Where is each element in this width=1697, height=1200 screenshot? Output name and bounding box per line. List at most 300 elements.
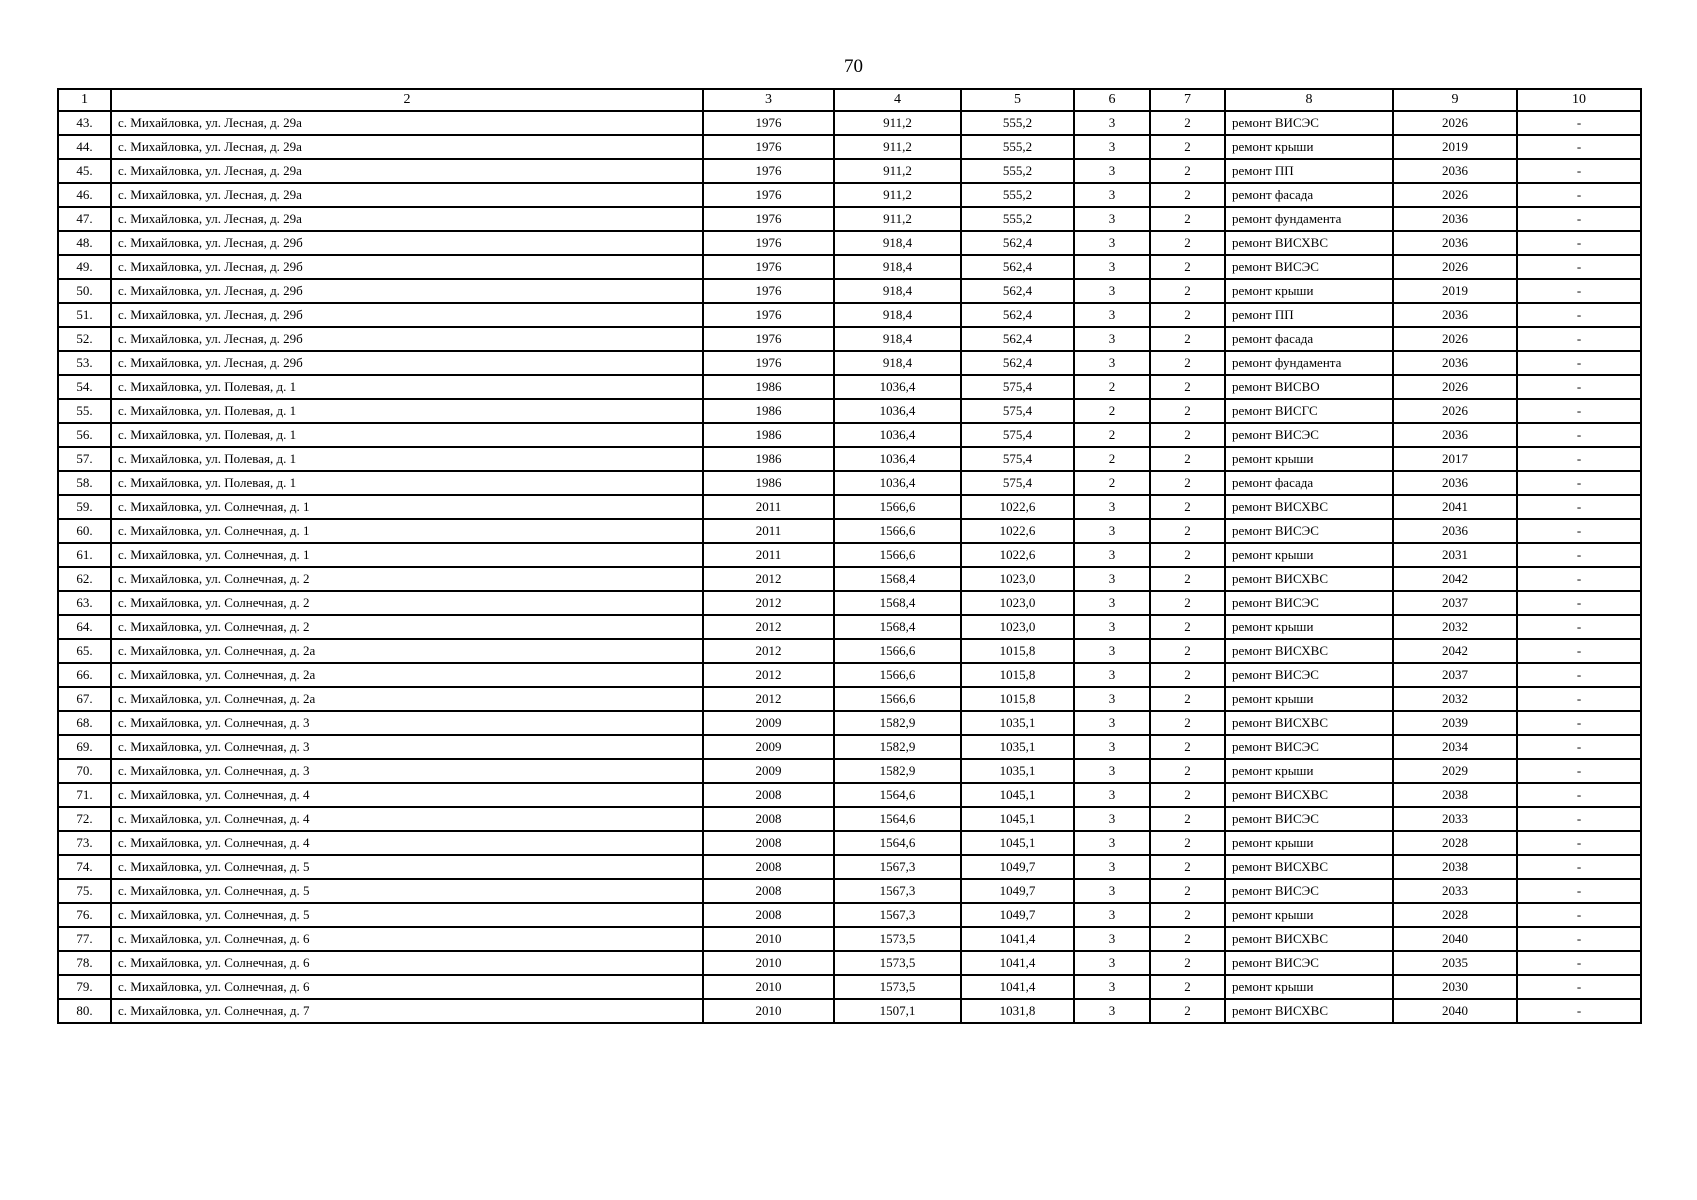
- address-cell: с. Михайловка, ул. Лесная, д. 29а: [111, 135, 703, 159]
- work-type-cell: ремонт ВИСХВС: [1225, 855, 1393, 879]
- total-area-cell: 1568,4: [834, 615, 961, 639]
- table-row: [58, 447, 1641, 471]
- entrances-cell: 2: [1150, 135, 1225, 159]
- floors-cell: 3: [1074, 783, 1150, 807]
- row-number-cell: 68.: [58, 711, 111, 735]
- row-number-cell: 56.: [58, 423, 111, 447]
- living-area-cell: 555,2: [961, 183, 1074, 207]
- work-type-cell: ремонт ВИСЭС: [1225, 807, 1393, 831]
- column-header: 10: [1517, 89, 1641, 111]
- work-type-cell: ремонт крыши: [1225, 831, 1393, 855]
- living-area-cell: 1023,0: [961, 615, 1074, 639]
- entrances-cell: 2: [1150, 807, 1225, 831]
- year-built-cell: 1976: [703, 303, 834, 327]
- floors-cell: 3: [1074, 687, 1150, 711]
- row-number-cell: 57.: [58, 447, 111, 471]
- planned-year-cell: 2036: [1393, 471, 1517, 495]
- living-area-cell: 575,4: [961, 399, 1074, 423]
- entrances-cell: 2: [1150, 183, 1225, 207]
- address-cell: с. Михайловка, ул. Солнечная, д. 4: [111, 831, 703, 855]
- column-header: 9: [1393, 89, 1517, 111]
- entrances-cell: 2: [1150, 495, 1225, 519]
- note-cell: -: [1517, 183, 1641, 207]
- planned-year-cell: 2034: [1393, 735, 1517, 759]
- living-area-cell: 562,4: [961, 231, 1074, 255]
- row-number-cell: 67.: [58, 687, 111, 711]
- row-number-cell: 55.: [58, 399, 111, 423]
- planned-year-cell: 2036: [1393, 423, 1517, 447]
- address-cell: с. Михайловка, ул. Лесная, д. 29б: [111, 279, 703, 303]
- address-cell: с. Михайловка, ул. Солнечная, д. 2: [111, 567, 703, 591]
- year-built-cell: 1986: [703, 375, 834, 399]
- floors-cell: 3: [1074, 903, 1150, 927]
- address-cell: с. Михайловка, ул. Лесная, д. 29а: [111, 111, 703, 135]
- living-area-cell: 562,4: [961, 255, 1074, 279]
- planned-year-cell: 2040: [1393, 927, 1517, 951]
- address-cell: с. Михайловка, ул. Лесная, д. 29б: [111, 327, 703, 351]
- entrances-cell: 2: [1150, 855, 1225, 879]
- living-area-cell: 1023,0: [961, 567, 1074, 591]
- table-row: [58, 615, 1641, 639]
- entrances-cell: 2: [1150, 399, 1225, 423]
- floors-cell: 3: [1074, 327, 1150, 351]
- living-area-cell: 562,4: [961, 351, 1074, 375]
- address-cell: с. Михайловка, ул. Солнечная, д. 6: [111, 927, 703, 951]
- address-cell: с. Михайловка, ул. Полевая, д. 1: [111, 423, 703, 447]
- table-row: [58, 975, 1641, 999]
- floors-cell: 3: [1074, 663, 1150, 687]
- floors-cell: 3: [1074, 927, 1150, 951]
- address-cell: с. Михайловка, ул. Лесная, д. 29б: [111, 255, 703, 279]
- note-cell: -: [1517, 591, 1641, 615]
- row-number-cell: 75.: [58, 879, 111, 903]
- living-area-cell: 1031,8: [961, 999, 1074, 1023]
- row-number-cell: 66.: [58, 663, 111, 687]
- year-built-cell: 2009: [703, 735, 834, 759]
- planned-year-cell: 2030: [1393, 975, 1517, 999]
- row-number-cell: 49.: [58, 255, 111, 279]
- row-number-cell: 65.: [58, 639, 111, 663]
- year-built-cell: 1976: [703, 231, 834, 255]
- entrances-cell: 2: [1150, 111, 1225, 135]
- year-built-cell: 2010: [703, 975, 834, 999]
- work-type-cell: ремонт крыши: [1225, 135, 1393, 159]
- work-type-cell: ремонт фундамента: [1225, 351, 1393, 375]
- year-built-cell: 2012: [703, 663, 834, 687]
- planned-year-cell: 2026: [1393, 111, 1517, 135]
- address-cell: с. Михайловка, ул. Солнечная, д. 3: [111, 759, 703, 783]
- row-number-cell: 78.: [58, 951, 111, 975]
- table-row: [58, 879, 1641, 903]
- table-row: [58, 903, 1641, 927]
- year-built-cell: 1976: [703, 135, 834, 159]
- living-area-cell: 555,2: [961, 207, 1074, 231]
- year-built-cell: 1976: [703, 351, 834, 375]
- address-cell: с. Михайловка, ул. Лесная, д. 29а: [111, 183, 703, 207]
- total-area-cell: 1566,6: [834, 687, 961, 711]
- entrances-cell: 2: [1150, 591, 1225, 615]
- work-type-cell: ремонт крыши: [1225, 975, 1393, 999]
- entrances-cell: 2: [1150, 207, 1225, 231]
- entrances-cell: 2: [1150, 231, 1225, 255]
- note-cell: -: [1517, 831, 1641, 855]
- total-area-cell: 1036,4: [834, 399, 961, 423]
- year-built-cell: 2012: [703, 615, 834, 639]
- address-cell: с. Михайловка, ул. Лесная, д. 29б: [111, 351, 703, 375]
- column-header: 7: [1150, 89, 1225, 111]
- floors-cell: 3: [1074, 519, 1150, 543]
- page-number: 70: [844, 56, 863, 77]
- address-cell: с. Михайловка, ул. Полевая, д. 1: [111, 447, 703, 471]
- table-row: [58, 495, 1641, 519]
- note-cell: -: [1517, 759, 1641, 783]
- planned-year-cell: 2038: [1393, 855, 1517, 879]
- work-type-cell: ремонт ПП: [1225, 159, 1393, 183]
- work-type-cell: ремонт ВИСЭС: [1225, 951, 1393, 975]
- year-built-cell: 2009: [703, 759, 834, 783]
- planned-year-cell: 2033: [1393, 879, 1517, 903]
- living-area-cell: 1041,4: [961, 951, 1074, 975]
- address-cell: с. Михайловка, ул. Лесная, д. 29б: [111, 231, 703, 255]
- entrances-cell: 2: [1150, 663, 1225, 687]
- address-cell: с. Михайловка, ул. Лесная, д. 29а: [111, 159, 703, 183]
- year-built-cell: 2010: [703, 951, 834, 975]
- note-cell: -: [1517, 999, 1641, 1023]
- address-cell: с. Михайловка, ул. Солнечная, д. 4: [111, 783, 703, 807]
- table-row: [58, 783, 1641, 807]
- planned-year-cell: 2036: [1393, 159, 1517, 183]
- planned-year-cell: 2026: [1393, 255, 1517, 279]
- entrances-cell: 2: [1150, 303, 1225, 327]
- address-cell: с. Михайловка, ул. Солнечная, д. 5: [111, 855, 703, 879]
- row-number-cell: 71.: [58, 783, 111, 807]
- planned-year-cell: 2029: [1393, 759, 1517, 783]
- total-area-cell: 1582,9: [834, 735, 961, 759]
- row-number-cell: 45.: [58, 159, 111, 183]
- planned-year-cell: 2038: [1393, 783, 1517, 807]
- living-area-cell: 575,4: [961, 447, 1074, 471]
- row-number-cell: 64.: [58, 615, 111, 639]
- planned-year-cell: 2035: [1393, 951, 1517, 975]
- living-area-cell: 1049,7: [961, 879, 1074, 903]
- note-cell: -: [1517, 471, 1641, 495]
- work-type-cell: ремонт крыши: [1225, 759, 1393, 783]
- table-row: [58, 855, 1641, 879]
- note-cell: -: [1517, 639, 1641, 663]
- floors-cell: 3: [1074, 735, 1150, 759]
- floors-cell: 3: [1074, 255, 1150, 279]
- address-cell: с. Михайловка, ул. Солнечная, д. 7: [111, 999, 703, 1023]
- row-number-cell: 63.: [58, 591, 111, 615]
- year-built-cell: 1976: [703, 183, 834, 207]
- note-cell: -: [1517, 807, 1641, 831]
- note-cell: -: [1517, 687, 1641, 711]
- work-type-cell: ремонт ВИСХВС: [1225, 711, 1393, 735]
- floors-cell: 3: [1074, 135, 1150, 159]
- year-built-cell: 2011: [703, 543, 834, 567]
- total-area-cell: 1036,4: [834, 423, 961, 447]
- entrances-cell: 2: [1150, 279, 1225, 303]
- floors-cell: 3: [1074, 183, 1150, 207]
- floors-cell: 3: [1074, 303, 1150, 327]
- note-cell: -: [1517, 303, 1641, 327]
- row-number-cell: 80.: [58, 999, 111, 1023]
- work-type-cell: ремонт ВИСХВС: [1225, 927, 1393, 951]
- row-number-cell: 62.: [58, 567, 111, 591]
- floors-cell: 3: [1074, 615, 1150, 639]
- note-cell: -: [1517, 351, 1641, 375]
- entrances-cell: 2: [1150, 975, 1225, 999]
- entrances-cell: 2: [1150, 159, 1225, 183]
- table-row: [58, 423, 1641, 447]
- note-cell: -: [1517, 879, 1641, 903]
- floors-cell: 2: [1074, 447, 1150, 471]
- total-area-cell: 911,2: [834, 207, 961, 231]
- work-type-cell: ремонт ВИСЭС: [1225, 663, 1393, 687]
- row-number-cell: 52.: [58, 327, 111, 351]
- year-built-cell: 2010: [703, 999, 834, 1023]
- floors-cell: 3: [1074, 831, 1150, 855]
- floors-cell: 3: [1074, 231, 1150, 255]
- row-number-cell: 43.: [58, 111, 111, 135]
- work-type-cell: ремонт фасада: [1225, 471, 1393, 495]
- total-area-cell: 911,2: [834, 159, 961, 183]
- floors-cell: 3: [1074, 207, 1150, 231]
- floors-cell: 3: [1074, 999, 1150, 1023]
- planned-year-cell: 2026: [1393, 375, 1517, 399]
- entrances-cell: 2: [1150, 351, 1225, 375]
- row-number-cell: 61.: [58, 543, 111, 567]
- address-cell: с. Михайловка, ул. Солнечная, д. 6: [111, 951, 703, 975]
- year-built-cell: 2012: [703, 639, 834, 663]
- total-area-cell: 1567,3: [834, 879, 961, 903]
- planned-year-cell: 2026: [1393, 183, 1517, 207]
- address-cell: с. Михайловка, ул. Солнечная, д. 2: [111, 615, 703, 639]
- floors-cell: 3: [1074, 591, 1150, 615]
- note-cell: -: [1517, 735, 1641, 759]
- living-area-cell: 1022,6: [961, 495, 1074, 519]
- work-type-cell: ремонт ВИСХВС: [1225, 639, 1393, 663]
- living-area-cell: 1035,1: [961, 735, 1074, 759]
- table-row: [58, 543, 1641, 567]
- year-built-cell: 2008: [703, 831, 834, 855]
- address-cell: с. Михайловка, ул. Лесная, д. 29б: [111, 303, 703, 327]
- entrances-cell: 2: [1150, 711, 1225, 735]
- repair-schedule-table: [57, 88, 1642, 1024]
- floors-cell: 3: [1074, 543, 1150, 567]
- living-area-cell: 1015,8: [961, 639, 1074, 663]
- note-cell: -: [1517, 615, 1641, 639]
- note-cell: -: [1517, 375, 1641, 399]
- entrances-cell: 2: [1150, 567, 1225, 591]
- table-row: [58, 807, 1641, 831]
- living-area-cell: 1041,4: [961, 927, 1074, 951]
- table-row: [58, 471, 1641, 495]
- total-area-cell: 1564,6: [834, 831, 961, 855]
- address-cell: с. Михайловка, ул. Солнечная, д. 2а: [111, 663, 703, 687]
- work-type-cell: ремонт фундамента: [1225, 207, 1393, 231]
- table-row: [58, 735, 1641, 759]
- note-cell: -: [1517, 495, 1641, 519]
- year-built-cell: 1976: [703, 159, 834, 183]
- total-area-cell: 1573,5: [834, 951, 961, 975]
- planned-year-cell: 2019: [1393, 279, 1517, 303]
- total-area-cell: 918,4: [834, 255, 961, 279]
- column-header: 2: [111, 89, 703, 111]
- note-cell: -: [1517, 255, 1641, 279]
- total-area-cell: 918,4: [834, 303, 961, 327]
- entrances-cell: 2: [1150, 903, 1225, 927]
- living-area-cell: 555,2: [961, 111, 1074, 135]
- entrances-cell: 2: [1150, 255, 1225, 279]
- address-cell: с. Михайловка, ул. Солнечная, д. 1: [111, 495, 703, 519]
- total-area-cell: 1507,1: [834, 999, 961, 1023]
- living-area-cell: 575,4: [961, 471, 1074, 495]
- total-area-cell: 1573,5: [834, 927, 961, 951]
- living-area-cell: 1035,1: [961, 711, 1074, 735]
- total-area-cell: 1567,3: [834, 903, 961, 927]
- planned-year-cell: 2026: [1393, 327, 1517, 351]
- note-cell: -: [1517, 543, 1641, 567]
- note-cell: -: [1517, 711, 1641, 735]
- work-type-cell: ремонт ВИСЭС: [1225, 879, 1393, 903]
- note-cell: -: [1517, 951, 1641, 975]
- entrances-cell: 2: [1150, 543, 1225, 567]
- note-cell: -: [1517, 159, 1641, 183]
- table-row: [58, 951, 1641, 975]
- row-number-cell: 58.: [58, 471, 111, 495]
- note-cell: -: [1517, 327, 1641, 351]
- floors-cell: 3: [1074, 495, 1150, 519]
- total-area-cell: 1582,9: [834, 759, 961, 783]
- note-cell: -: [1517, 447, 1641, 471]
- entrances-cell: 2: [1150, 375, 1225, 399]
- planned-year-cell: 2036: [1393, 231, 1517, 255]
- address-cell: с. Михайловка, ул. Солнечная, д. 5: [111, 879, 703, 903]
- living-area-cell: 1049,7: [961, 855, 1074, 879]
- note-cell: -: [1517, 399, 1641, 423]
- living-area-cell: 1045,1: [961, 807, 1074, 831]
- total-area-cell: 1036,4: [834, 471, 961, 495]
- work-type-cell: ремонт крыши: [1225, 447, 1393, 471]
- total-area-cell: 911,2: [834, 111, 961, 135]
- total-area-cell: 911,2: [834, 135, 961, 159]
- year-built-cell: 1976: [703, 207, 834, 231]
- year-built-cell: 1986: [703, 423, 834, 447]
- table-row: [58, 111, 1641, 135]
- address-cell: с. Михайловка, ул. Лесная, д. 29а: [111, 207, 703, 231]
- table-row: [58, 279, 1641, 303]
- work-type-cell: ремонт ПП: [1225, 303, 1393, 327]
- table-row: [58, 375, 1641, 399]
- year-built-cell: 1976: [703, 327, 834, 351]
- note-cell: -: [1517, 135, 1641, 159]
- work-type-cell: ремонт ВИСЭС: [1225, 735, 1393, 759]
- living-area-cell: 1041,4: [961, 975, 1074, 999]
- planned-year-cell: 2042: [1393, 639, 1517, 663]
- work-type-cell: ремонт крыши: [1225, 903, 1393, 927]
- living-area-cell: 1022,6: [961, 519, 1074, 543]
- row-number-cell: 60.: [58, 519, 111, 543]
- planned-year-cell: 2017: [1393, 447, 1517, 471]
- planned-year-cell: 2036: [1393, 351, 1517, 375]
- living-area-cell: 1023,0: [961, 591, 1074, 615]
- address-cell: с. Михайловка, ул. Солнечная, д. 5: [111, 903, 703, 927]
- work-type-cell: ремонт ВИСЭС: [1225, 423, 1393, 447]
- total-area-cell: 1582,9: [834, 711, 961, 735]
- year-built-cell: 2012: [703, 567, 834, 591]
- note-cell: -: [1517, 567, 1641, 591]
- year-built-cell: 1986: [703, 447, 834, 471]
- living-area-cell: 555,2: [961, 159, 1074, 183]
- entrances-cell: 2: [1150, 783, 1225, 807]
- row-number-cell: 69.: [58, 735, 111, 759]
- year-built-cell: 1976: [703, 255, 834, 279]
- planned-year-cell: 2028: [1393, 831, 1517, 855]
- floors-cell: 3: [1074, 879, 1150, 903]
- total-area-cell: 1036,4: [834, 447, 961, 471]
- work-type-cell: ремонт ВИСХВС: [1225, 783, 1393, 807]
- column-header: 1: [58, 89, 111, 111]
- work-type-cell: ремонт крыши: [1225, 543, 1393, 567]
- row-number-cell: 46.: [58, 183, 111, 207]
- work-type-cell: ремонт ВИСХВС: [1225, 495, 1393, 519]
- planned-year-cell: 2026: [1393, 399, 1517, 423]
- total-area-cell: 1564,6: [834, 783, 961, 807]
- row-number-cell: 74.: [58, 855, 111, 879]
- living-area-cell: 575,4: [961, 423, 1074, 447]
- table-row: [58, 327, 1641, 351]
- table-row: [58, 639, 1641, 663]
- floors-cell: 2: [1074, 375, 1150, 399]
- table-row: [58, 687, 1641, 711]
- table-row: [58, 663, 1641, 687]
- note-cell: -: [1517, 903, 1641, 927]
- table-header-row: [58, 89, 1641, 111]
- note-cell: -: [1517, 855, 1641, 879]
- entrances-cell: 2: [1150, 327, 1225, 351]
- table-row: [58, 567, 1641, 591]
- planned-year-cell: 2037: [1393, 591, 1517, 615]
- entrances-cell: 2: [1150, 471, 1225, 495]
- row-number-cell: 76.: [58, 903, 111, 927]
- year-built-cell: 1986: [703, 399, 834, 423]
- table-row: [58, 399, 1641, 423]
- total-area-cell: 1566,6: [834, 639, 961, 663]
- year-built-cell: 2008: [703, 879, 834, 903]
- row-number-cell: 44.: [58, 135, 111, 159]
- work-type-cell: ремонт ВИСХВС: [1225, 999, 1393, 1023]
- table-body: [58, 111, 1641, 1023]
- total-area-cell: 1566,6: [834, 543, 961, 567]
- total-area-cell: 1568,4: [834, 567, 961, 591]
- work-type-cell: ремонт крыши: [1225, 687, 1393, 711]
- planned-year-cell: 2037: [1393, 663, 1517, 687]
- note-cell: -: [1517, 279, 1641, 303]
- entrances-cell: 2: [1150, 879, 1225, 903]
- planned-year-cell: 2019: [1393, 135, 1517, 159]
- total-area-cell: 1566,6: [834, 663, 961, 687]
- table-row: [58, 351, 1641, 375]
- address-cell: с. Михайловка, ул. Солнечная, д. 2: [111, 591, 703, 615]
- year-built-cell: 2012: [703, 591, 834, 615]
- table-row: [58, 255, 1641, 279]
- planned-year-cell: 2033: [1393, 807, 1517, 831]
- table-row: [58, 135, 1641, 159]
- work-type-cell: ремонт ВИСВО: [1225, 375, 1393, 399]
- address-cell: с. Михайловка, ул. Солнечная, д. 4: [111, 807, 703, 831]
- table-row: [58, 159, 1641, 183]
